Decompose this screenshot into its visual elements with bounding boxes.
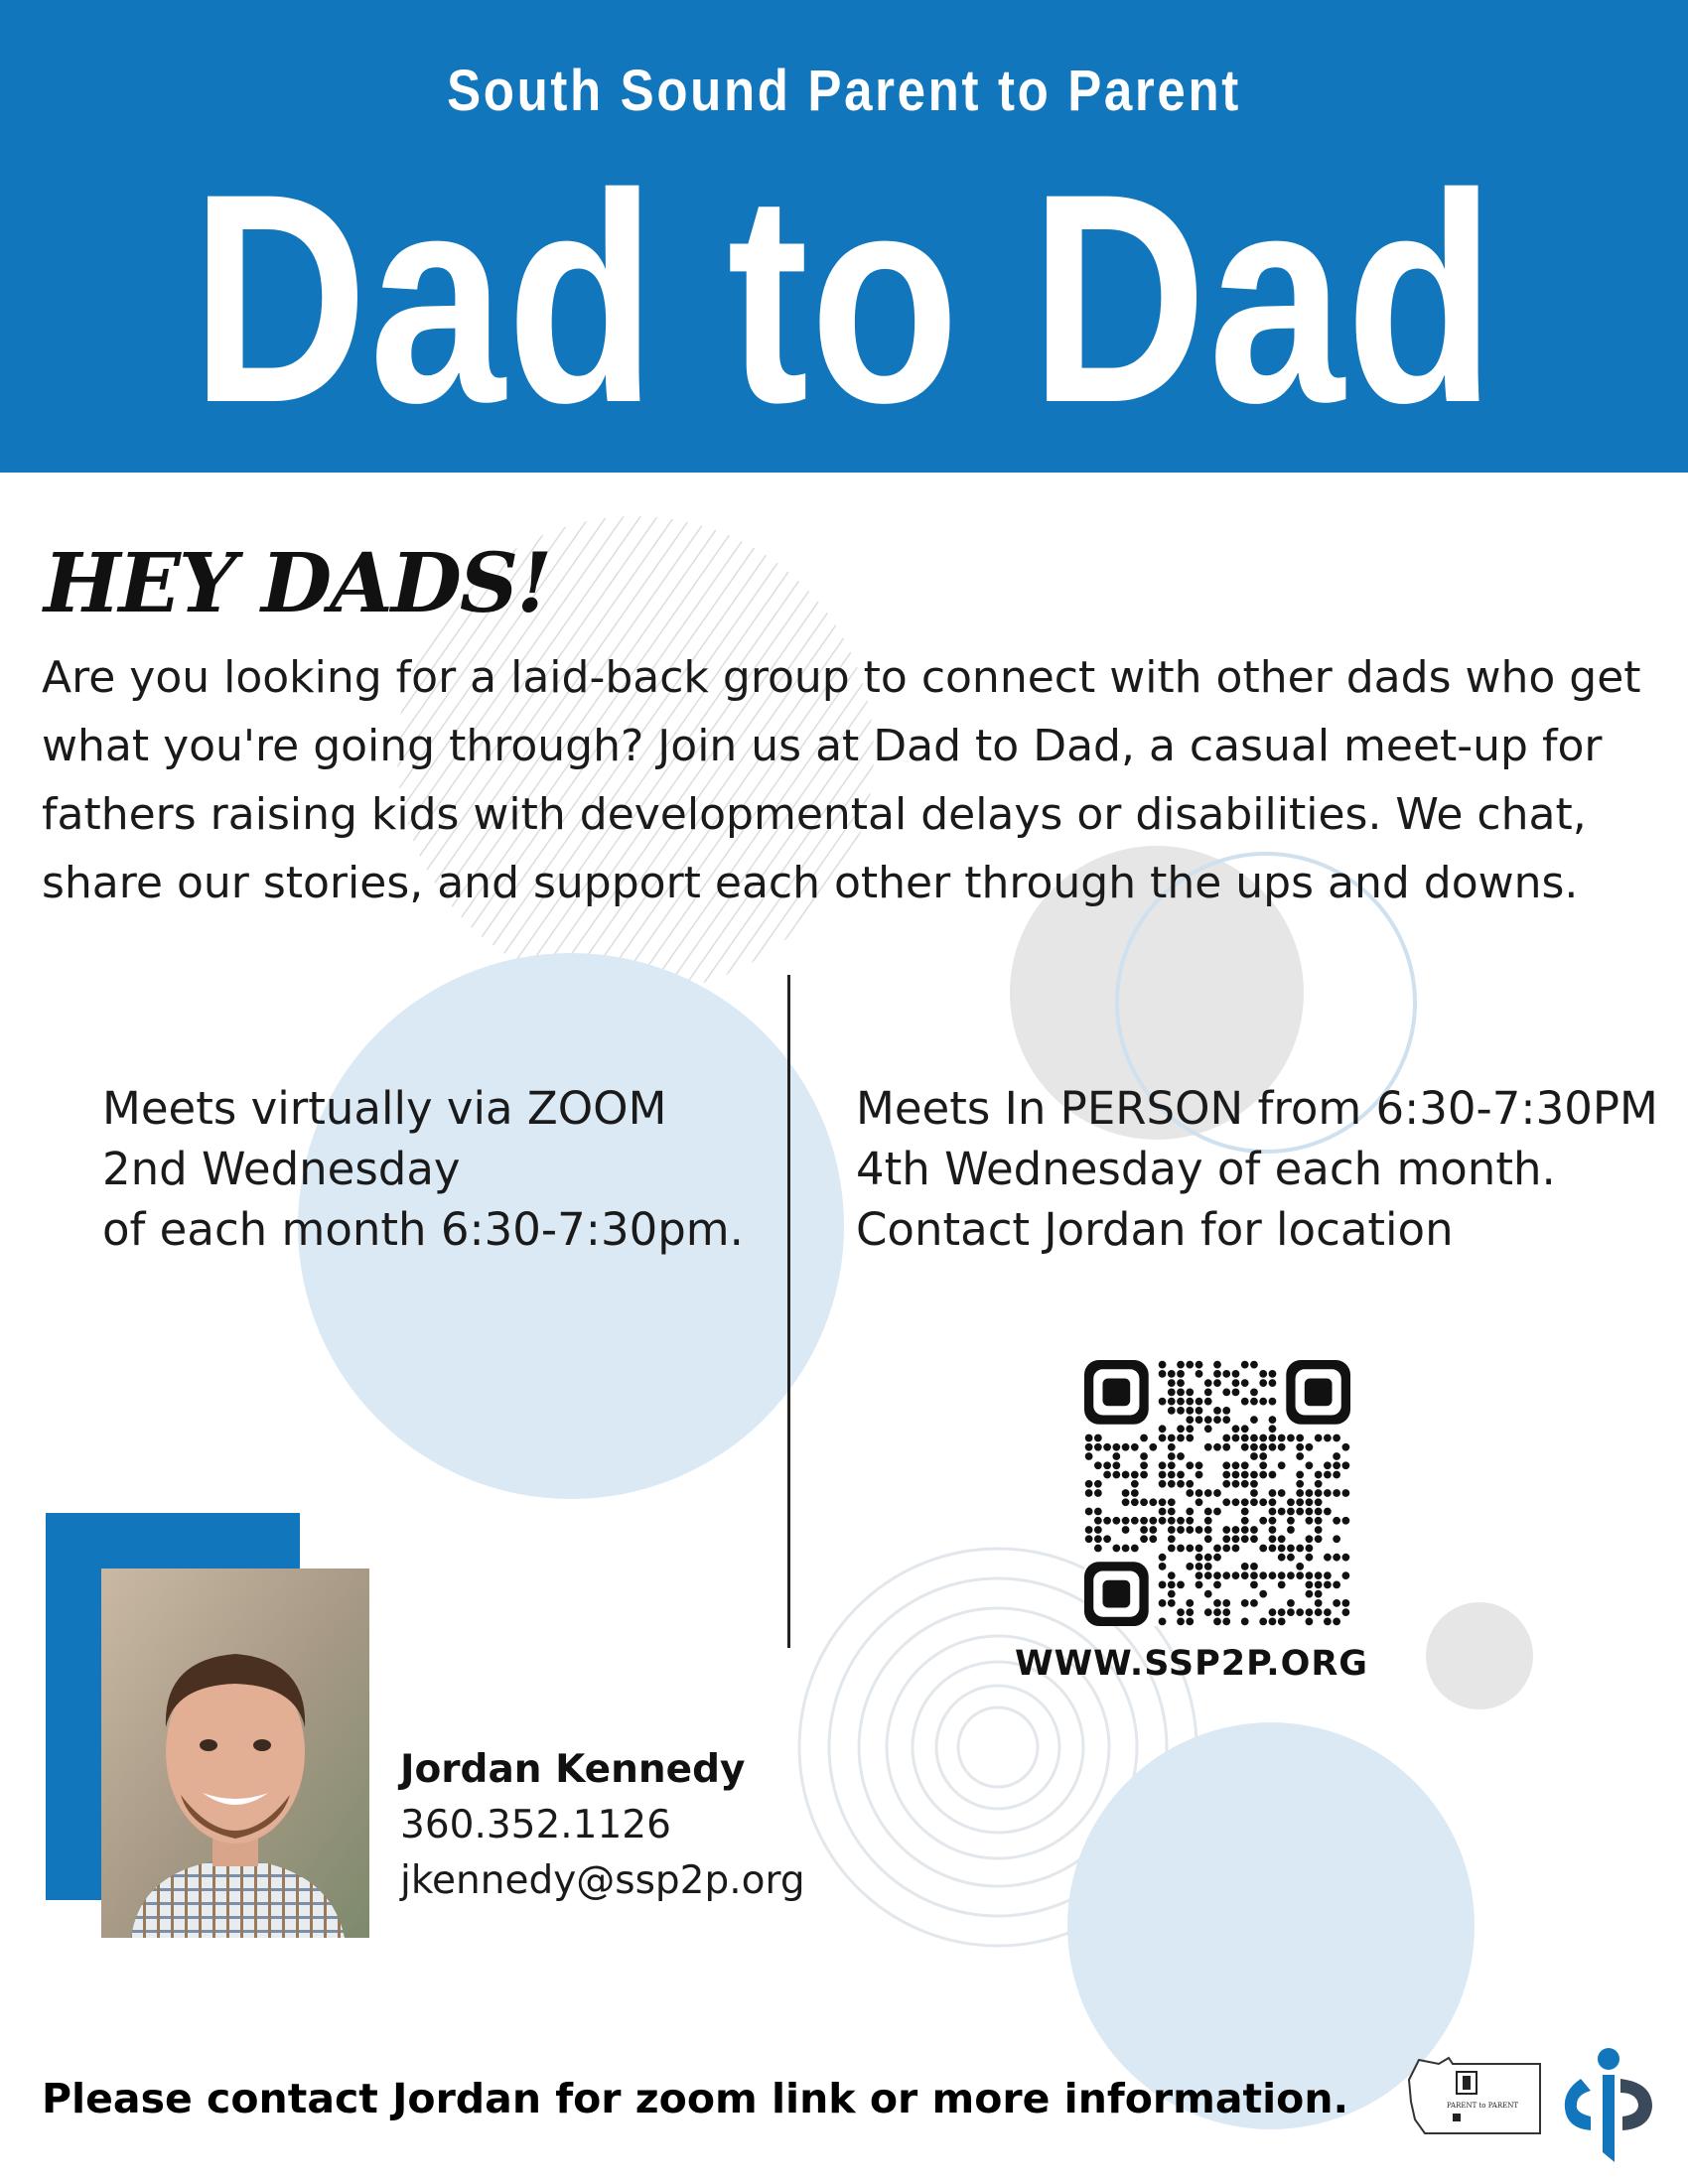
washington-state-logo (1405, 2050, 1544, 2139)
parent-to-parent-logo (1561, 2047, 1656, 2162)
column-divider (787, 975, 790, 1648)
gray-dot-right (1426, 1602, 1533, 1709)
virtual-schedule-line-3: of each month 6:30-7:30pm. (102, 1203, 744, 1256)
in-person-schedule-line-3: Contact Jordan for location (856, 1203, 1454, 1256)
footer-note: Please contact Jordan for zoom link or more information. (42, 2075, 1349, 2122)
qr-code-icon[interactable] (1084, 1360, 1350, 1626)
contact-email[interactable]: jkennedy@ssp2p.org (400, 1858, 805, 1903)
virtual-schedule (102, 1078, 744, 1260)
contact-photo (101, 1569, 369, 1938)
intro-heading: HEY DADS! (44, 536, 551, 631)
contact-info (400, 1742, 805, 1909)
virtual-schedule-line-2: 2nd Wednesday (102, 1143, 461, 1195)
in-person-schedule-line-1: Meets In PERSON from 6:30-7:30PM (856, 1082, 1658, 1135)
contact-phone[interactable]: 360.352.1126 (400, 1803, 671, 1847)
page-title: Dad to Dad (191, 131, 1497, 465)
website-link[interactable]: WWW.SSP2P.ORG (1014, 1644, 1369, 1684)
org-name: South Sound Parent to Parent (447, 59, 1241, 123)
intro-paragraph: Are you looking for a laid-back group to connect with other dads who get what you're going through? Join us at Dad to Dad, a casual meet-up for fathers raising kids with developmental delays or disabilities. We chat, share our stories, and support each other through the ups and downs. (42, 652, 1641, 908)
virtual-schedule-line-1: Meets virtually via ZOOM (102, 1082, 667, 1135)
in-person-schedule (856, 1078, 1658, 1260)
washington-logo-text: PARENT to PARENT (1446, 2102, 1519, 2110)
in-person-schedule-line-2: 4th Wednesday of each month. (856, 1143, 1556, 1195)
contact-name: Jordan Kennedy (400, 1747, 746, 1792)
